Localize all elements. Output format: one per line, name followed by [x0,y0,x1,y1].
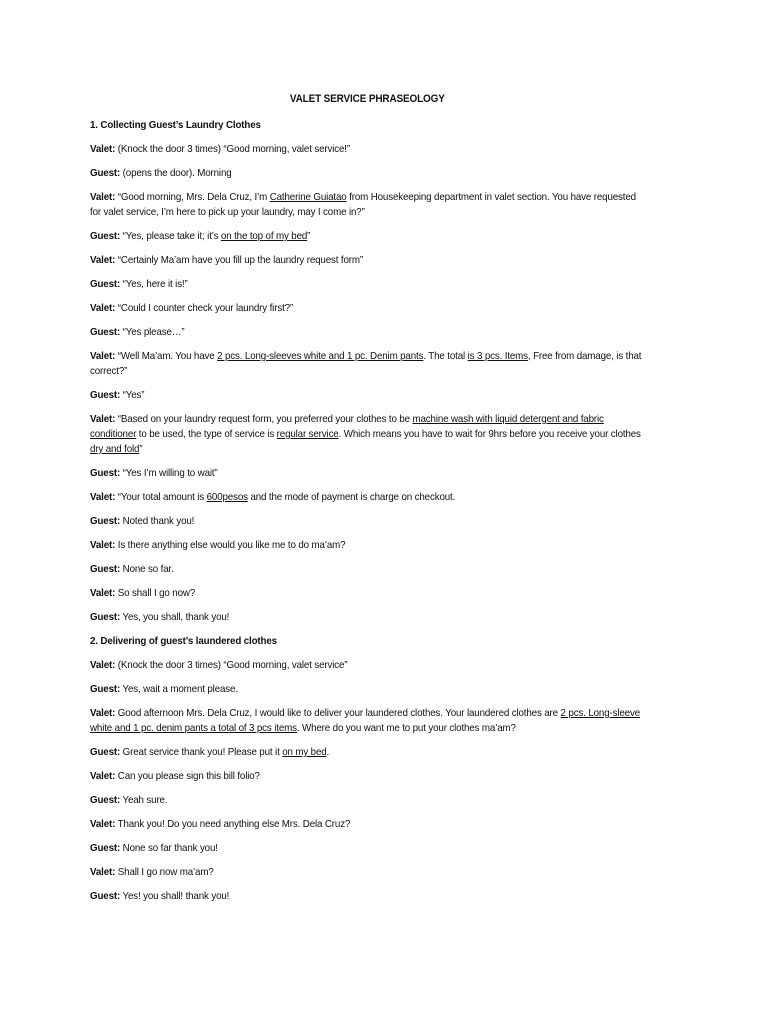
speaker-label: Valet: [90,351,116,362]
underlined-text: machine wash with liquid detergent and fabric conditioner [90,414,604,440]
speaker-label: Valet: [90,588,116,599]
line-text: “Yes, here it is!” [120,279,188,290]
section-heading-collecting: 1. Collecting Guest’s Laundry Clothes [90,120,261,131]
dialogue-line [90,586,645,601]
dialogue-line [90,412,645,457]
speaker-label: Valet: [90,819,116,830]
line-text: to be used, the type of service is [136,429,277,440]
line-text: “Good morning, Mrs. Dela Cruz, I’m [115,192,270,203]
underlined-text: 2 pcs. Long-sleeves white and 1 pc. Denim pants [217,351,424,362]
document-body [90,92,645,913]
line-text: ” [307,231,311,242]
line-text: “Yes, please take it; it’s [120,231,221,242]
speaker-label: Guest: [90,612,121,623]
dialogue-line [90,682,645,697]
underlined-text: is 3 pcs. Items [467,351,528,362]
underlined-text: Catherine Guiatao [269,192,347,203]
underlined-text: on the top of my bed [220,231,308,242]
dialogue-line [90,889,645,904]
dialogue-line [90,190,645,220]
line-text: . [326,747,330,758]
dialogue-line [90,514,645,529]
line-text: “Based on your laundry request form, you preferred your clothes to be [115,414,413,425]
dialogue-collecting [90,142,645,625]
line-text: Yes! you shall! thank you! [120,891,230,902]
dialogue-line [90,166,645,181]
speaker-label: Guest: [90,891,121,902]
line-text: Shall I go now ma’am? [115,867,214,878]
line-text: “Certainly Ma’am have you fill up the laundry request form” [115,255,363,266]
line-text: ” [139,444,143,455]
speaker-label: Valet: [90,492,116,503]
dialogue-line [90,793,645,808]
dialogue-line [90,301,645,316]
speaker-label: Valet: [90,144,116,155]
underlined-text: on my bed [282,747,327,758]
speaker-label: Guest: [90,516,121,527]
line-text: None so far thank you! [120,843,218,854]
line-text: from Housekeeping department in valet section. You have requested for valet service, I’m here to pick up your laundry, may I come in?” [90,192,636,218]
speaker-label: Guest: [90,390,121,401]
speaker-label: Valet: [90,255,116,266]
line-text: . Where do you want me to put your clothes ma’am? [296,723,516,734]
line-text: “Your total amount is [115,492,207,503]
dialogue-delivering [90,658,645,904]
dialogue-line [90,562,645,577]
line-text: (Knock the door 3 times) “Good morning, valet service” [115,660,348,671]
speaker-label: Guest: [90,279,121,290]
dialogue-line [90,841,645,856]
dialogue-line [90,610,645,625]
line-text: Noted thank you! [120,516,195,527]
dialogue-line [90,466,645,481]
line-text: So shall I go now? [115,588,196,599]
speaker-label: Guest: [90,231,121,242]
line-text: “Yes please…” [120,327,185,338]
speaker-label: Guest: [90,168,121,179]
line-text: . Which means you have to wait for 9hrs before you receive your clothes [338,429,641,440]
dialogue-line [90,817,645,832]
line-text: Good afternoon Mrs. Dela Cruz, I would like to deliver your laundered clothes. Your laundered clothes are [115,708,561,719]
line-text: (Knock the door 3 times) “Good morning, valet service!” [115,144,350,155]
speaker-label: Guest: [90,747,121,758]
line-text: “Well Ma’am. You have [115,351,218,362]
line-text: “Could I counter check your laundry first?” [115,303,294,314]
line-text: “Yes” [120,390,145,401]
speaker-label: Valet: [90,708,116,719]
speaker-label: Valet: [90,771,116,782]
underlined-text: 2 pcs. Long-sleeve white and 1 pc. denim pants a total of 3 pcs items [90,708,641,734]
line-text: , Free from damage, is that correct?” [90,351,642,377]
line-text: Yes, you shall, thank you! [120,612,230,623]
dialogue-line [90,538,645,553]
speaker-label: Valet: [90,867,116,878]
line-text: None so far. [120,564,174,575]
speaker-label: Guest: [90,843,121,854]
dialogue-line [90,349,645,379]
line-text: . The total [423,351,468,362]
speaker-label: Valet: [90,660,116,671]
speaker-label: Guest: [90,327,121,338]
underlined-text: dry and fold [90,444,140,455]
speaker-label: Guest: [90,468,121,479]
dialogue-line [90,388,645,403]
dialogue-line [90,490,645,505]
speaker-label: Valet: [90,540,116,551]
line-text: Great service thank you! Please put it [120,747,283,758]
dialogue-line [90,229,645,244]
line-text: Is there anything else would you like me to do ma’am? [115,540,346,551]
document-title: VALET SERVICE PHRASEOLOGY [289,93,445,105]
line-text: Thank you! Do you need anything else Mrs. Dela Cruz? [115,819,351,830]
speaker-label: Valet: [90,192,116,203]
section-heading-delivering: 2. Delivering of guest’s laundered clothes [90,636,277,647]
speaker-label: Valet: [90,414,116,425]
dialogue-line [90,325,645,340]
speaker-label: Guest: [90,684,121,695]
dialogue-line [90,253,645,268]
speaker-label: Valet: [90,303,116,314]
line-text: “Yes I’m willing to wait” [120,468,218,479]
line-text: (opens the door). Morning [120,168,232,179]
dialogue-line [90,277,645,292]
dialogue-line [90,706,645,736]
dialogue-line [90,865,645,880]
underlined-text: regular service [276,429,339,440]
dialogue-line [90,769,645,784]
line-text: Yes, wait a moment please. [120,684,238,695]
underlined-text: 600pesos [206,492,248,503]
dialogue-line [90,658,645,673]
line-text: and the mode of payment is charge on checkout. [247,492,456,503]
dialogue-line [90,142,645,157]
speaker-label: Guest: [90,795,121,806]
dialogue-line [90,745,645,760]
speaker-label: Guest: [90,564,121,575]
line-text: Can you please sign this bill folio? [115,771,260,782]
line-text: Yeah sure. [120,795,168,806]
